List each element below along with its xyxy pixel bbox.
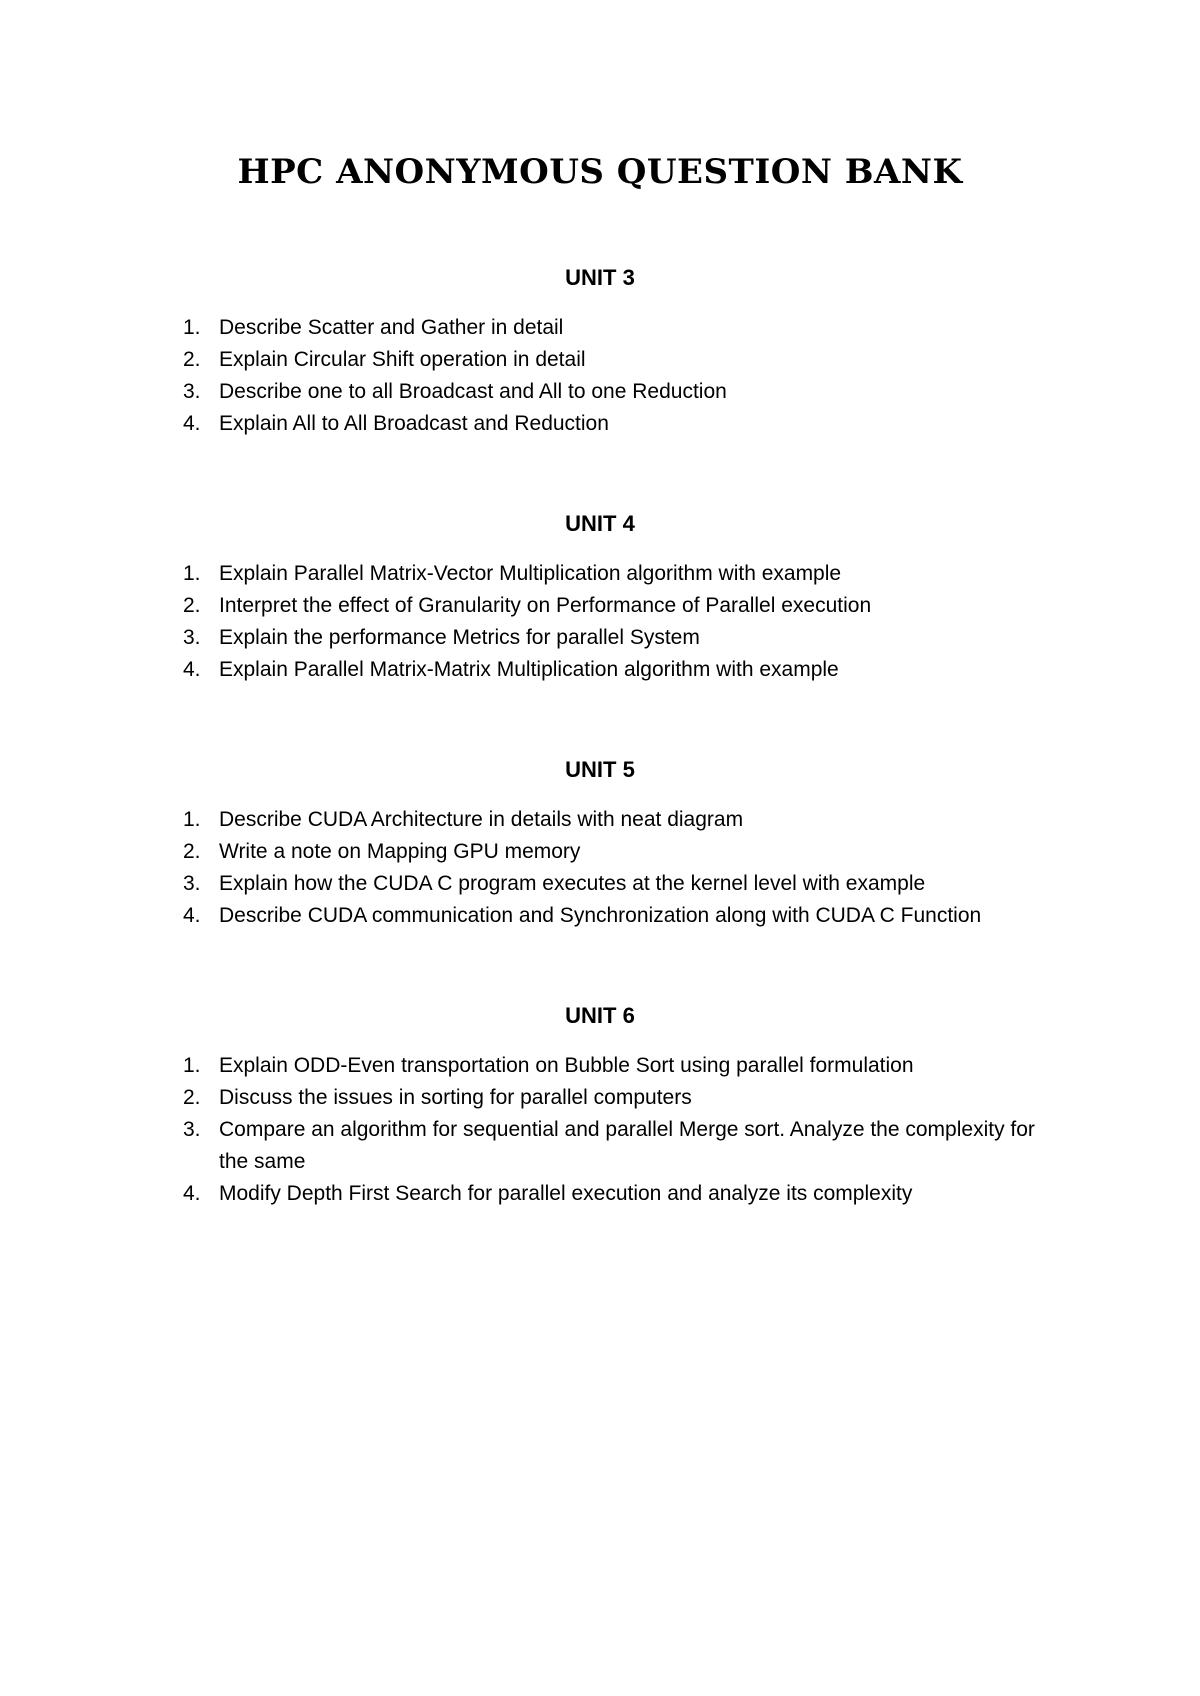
question-item xyxy=(0,900,1069,932)
unit-heading: UNIT 3 xyxy=(565,265,635,290)
question-item xyxy=(0,1114,1069,1178)
question-item xyxy=(0,1050,1069,1082)
question-item xyxy=(0,408,1069,440)
question-item xyxy=(0,804,1069,836)
unit-4-section xyxy=(0,510,1200,686)
question-item xyxy=(0,654,1069,686)
question-number: 3. xyxy=(183,626,201,649)
question-list xyxy=(0,558,1200,686)
question-number: 1. xyxy=(183,808,201,831)
question-text: Modify Depth First Search for parallel execution and analyze its complexity xyxy=(219,1182,913,1205)
question-item xyxy=(0,1178,1069,1210)
question-list xyxy=(0,1050,1200,1210)
question-text: Describe Scatter and Gather in detail xyxy=(219,316,564,339)
unit-5-section xyxy=(0,756,1200,932)
question-text: Explain ODD-Even transportation on Bubble Sort using parallel formulation xyxy=(219,1054,914,1077)
question-number: 3. xyxy=(183,380,201,403)
question-number: 4. xyxy=(183,904,201,927)
question-text: Explain All to All Broadcast and Reduction xyxy=(219,412,609,435)
question-number: 3. xyxy=(183,1118,201,1141)
question-number: 3. xyxy=(183,872,201,895)
unit-heading: UNIT 5 xyxy=(565,757,635,782)
question-item xyxy=(0,558,1069,590)
question-item xyxy=(0,590,1069,622)
question-text: Interpret the effect of Granularity on Performance of Parallel execution xyxy=(219,594,872,617)
question-item xyxy=(0,344,1069,376)
question-item xyxy=(0,376,1069,408)
question-item xyxy=(0,622,1069,654)
question-number: 4. xyxy=(183,658,201,681)
question-text: Explain Parallel Matrix-Vector Multiplication algorithm with example xyxy=(219,562,842,585)
question-text: Discuss the issues in sorting for parallel computers xyxy=(219,1086,692,1109)
unit-heading: UNIT 6 xyxy=(565,1003,635,1028)
question-list xyxy=(0,312,1200,440)
question-number: 2. xyxy=(183,1086,201,1109)
question-text: Explain Parallel Matrix-Matrix Multiplication algorithm with example xyxy=(219,658,839,681)
question-text: Describe one to all Broadcast and All to one Reduction xyxy=(219,380,727,403)
question-text: Explain the performance Metrics for parallel System xyxy=(219,626,700,649)
question-text: Describe CUDA communication and Synchronization along with CUDA C Function xyxy=(219,904,982,927)
document-title: HPC ANONYMOUS QUESTION BANK xyxy=(237,152,963,192)
question-number: 2. xyxy=(183,840,201,863)
question-number: 2. xyxy=(183,348,201,371)
question-list xyxy=(0,804,1200,932)
question-item xyxy=(0,836,1069,868)
unit-heading: UNIT 4 xyxy=(565,511,635,536)
question-text: Describe CUDA Architecture in details with neat diagram xyxy=(219,808,744,831)
question-number: 4. xyxy=(183,1182,201,1205)
question-number: 1. xyxy=(183,562,201,585)
question-number: 1. xyxy=(183,1054,201,1077)
question-text: Write a note on Mapping GPU memory xyxy=(219,840,581,863)
question-item xyxy=(0,868,1069,900)
question-number: 1. xyxy=(183,316,201,339)
question-text: Compare an algorithm for sequential and parallel Merge sort. Analyze the complexity for the same xyxy=(219,1118,1035,1173)
question-number: 4. xyxy=(183,412,201,435)
question-item xyxy=(0,1082,1069,1114)
unit-3-section xyxy=(0,264,1200,440)
question-number: 2. xyxy=(183,594,201,617)
unit-6-section xyxy=(0,1002,1200,1210)
question-text: Explain how the CUDA C program executes at the kernel level with example xyxy=(219,872,926,895)
question-text: Explain Circular Shift operation in detail xyxy=(219,348,586,371)
question-item xyxy=(0,312,1069,344)
